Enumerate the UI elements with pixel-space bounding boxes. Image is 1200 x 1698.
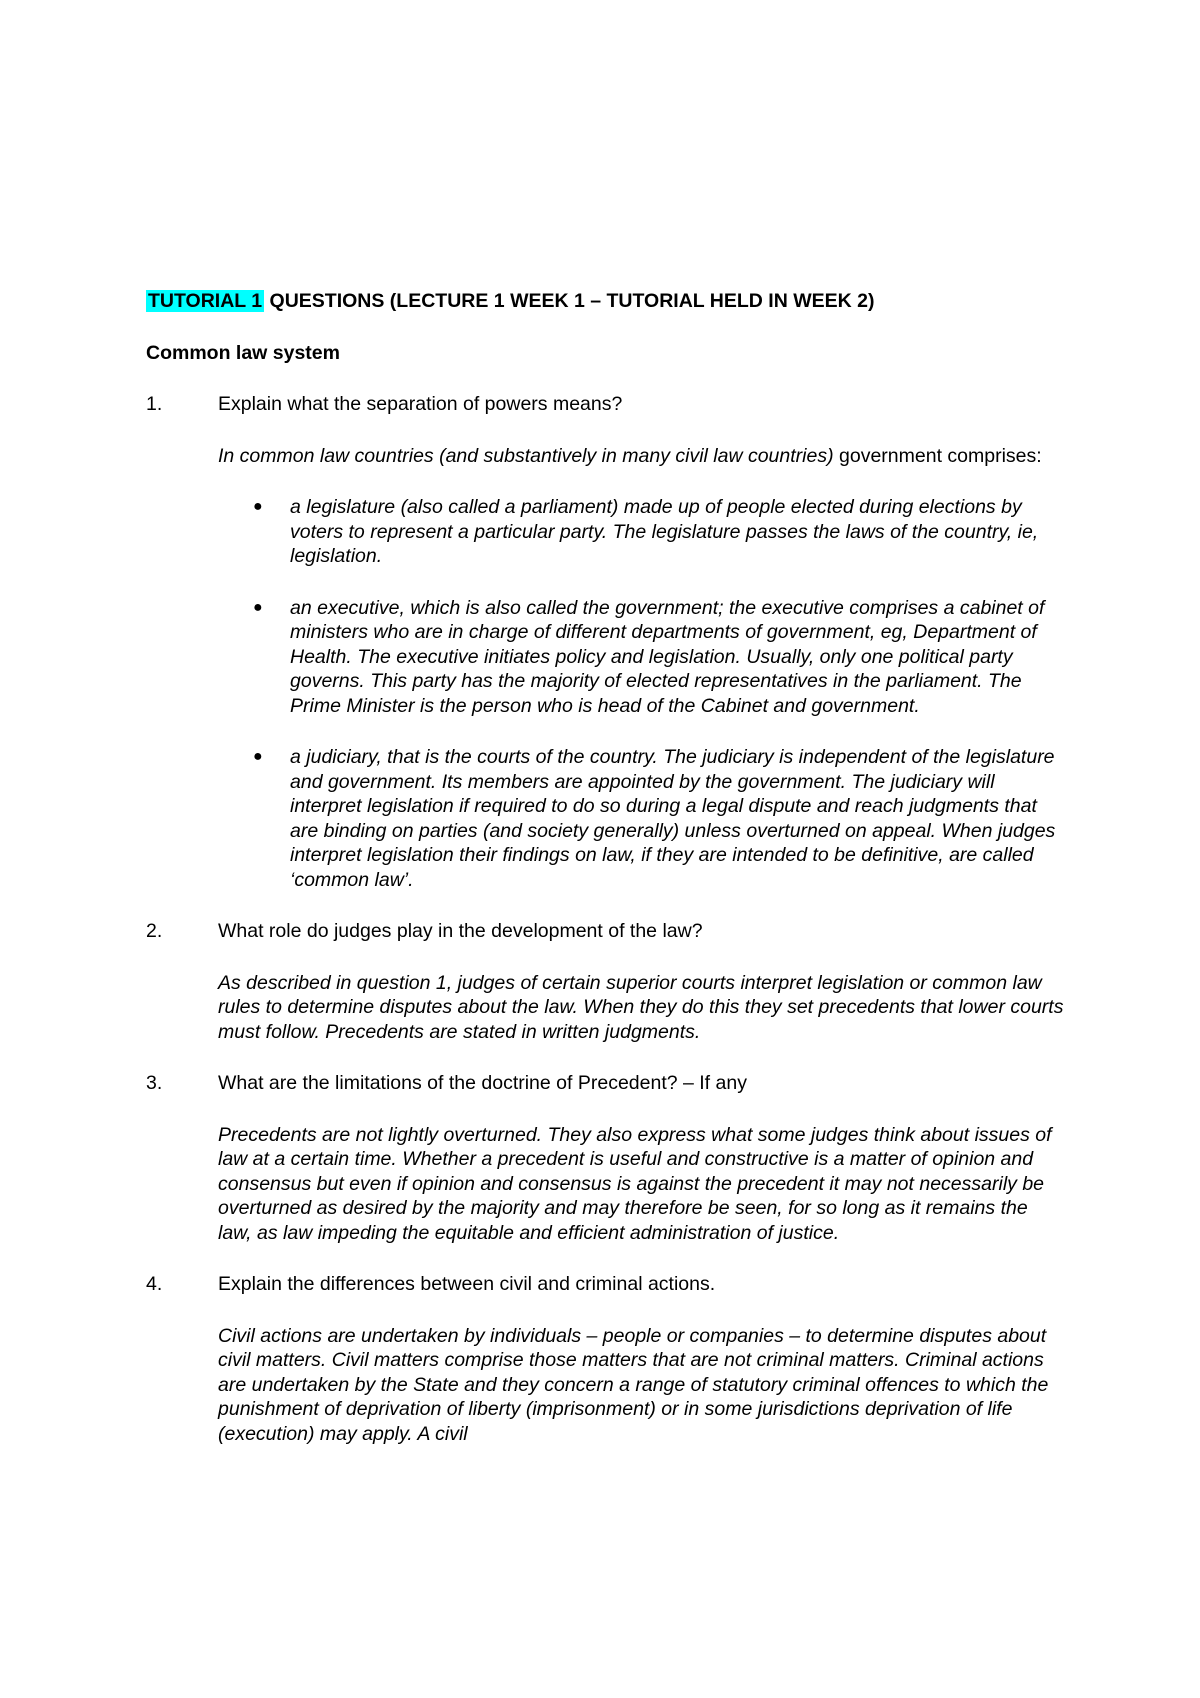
question-1	[146, 392, 1066, 417]
question-text: Explain what the separation of powers means?	[218, 393, 623, 415]
bullet-dot-icon: ●	[253, 498, 263, 515]
bullet-text: a judiciary, that is the courts of the country. The judiciary is independent of the legislature and government. Its members are appointed by the government. The judiciary will interpret legislation if required to do so during a legal dispute and reach judgments that are binding on parties (and society generally) unless overturned on appeal. When judges interpret legislation their findings on law, if they are intended to be definitive, are called ‘common law’.	[290, 746, 1056, 891]
page-title	[146, 289, 1066, 314]
question-2	[146, 919, 1066, 944]
list-item	[253, 495, 1066, 569]
question-number: 4.	[146, 1273, 163, 1295]
question-3	[146, 1071, 1066, 1096]
question-number: 2.	[146, 920, 163, 942]
bullet-text: a legislature (also called a parliament) made up of people elected during elections by voters to represent a particular party. The legislature passes the laws of the country, ie, legislation.	[290, 496, 1039, 567]
answer-text-italic: In common law countries (and substantively in many civil law countries)	[218, 444, 834, 467]
bullet-dot-icon: ●	[253, 598, 263, 616]
section-heading: Common law system	[146, 341, 340, 364]
answer-2: As described in question 1, judges of certain superior courts interpret legislation or common law rules to determine disputes about the law. When they do this they set precedents that lower courts must follow. Precedents are stated in written judgments.	[218, 971, 1064, 1043]
answer-1-intro	[146, 444, 1066, 469]
title-text: QUESTIONS (LECTURE 1 WEEK 1 – TUTORIAL HELD IN WEEK 2)	[264, 290, 875, 312]
title-highlight: TUTORIAL 1	[148, 290, 263, 312]
answer-text-normal: government comprises:	[833, 444, 1042, 467]
list-item	[253, 596, 1066, 719]
answer-3: Precedents are not lightly overturned. They also express what some judges think about issues of law at a certain time. Whether a precedent is useful and constructive is a matter of opinion and consensus but even if opinion and consensus is against the precedent it may not necessarily be overturned as desired by the majority and may therefore be seen, for so long as it remains the law, as law impeding the equitable and efficient administration of justice.	[218, 1123, 1052, 1244]
question-number: 3.	[146, 1072, 163, 1094]
question-text: What role do judges play in the development of the law?	[218, 920, 703, 942]
question-text: Explain the differences between civil and criminal actions.	[218, 1273, 716, 1295]
list-item	[253, 745, 1066, 892]
question-number: 1.	[146, 393, 163, 415]
document-content	[146, 289, 1066, 1446]
question-text: What are the limitations of the doctrine of Precedent? – If any	[218, 1072, 747, 1094]
bullet-text: an executive, which is also called the government; the executive comprises a cabinet of ministers who are in charge of different departments of government, eg, Department of Health. The executive initiates policy and legislation. Usually, only one political party governs. This party has the majority of elected representatives in the parliament. The Prime Minister is the person who is head of the Cabinet and government.	[290, 596, 1045, 717]
question-4	[146, 1272, 1066, 1297]
bullet-list	[146, 495, 1066, 892]
bullet-dot-icon: ●	[253, 748, 263, 765]
answer-4: Civil actions are undertaken by individuals – people or companies – to determine disputes about civil matters. Civil matters comprise those matters that are not criminal matters. Criminal actions are undertaken by the State and they concern a range of statutory criminal offences to which the punishment of deprivation of liberty (imprisonment) or in some jurisdictions deprivation of life (execution) may apply. A civil	[218, 1324, 1049, 1445]
